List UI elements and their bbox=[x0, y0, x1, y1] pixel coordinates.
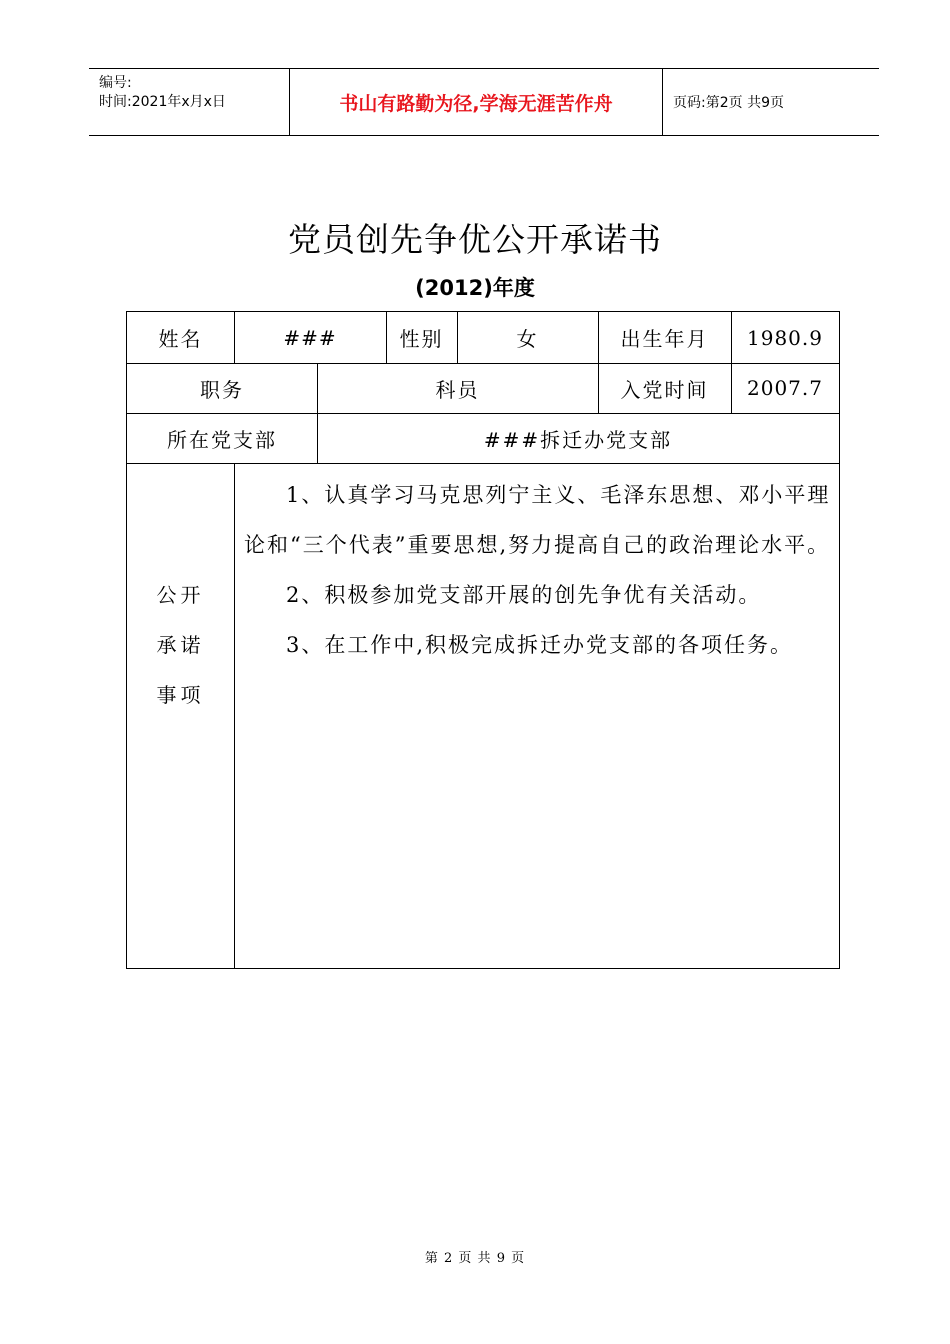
page-footer: 第 2 页 共 9 页 bbox=[424, 1251, 526, 1266]
commitment-label-line: 公开 bbox=[156, 583, 205, 607]
commitment-item: 1、认真学习马克思列宁主义、毛泽东思想、邓小平理论和“三个代表”重要思想,努力提高自己的政治理论水平。 bbox=[244, 483, 831, 557]
document-time-label: 时间:2021年x月x日 bbox=[99, 94, 226, 110]
branch-value: ###拆迁办党支部 bbox=[483, 427, 673, 452]
motto-text: 书山有路勤为径,学海无涯苦作舟 bbox=[339, 92, 613, 115]
page-code-text: 页码:第2页 共9页 bbox=[673, 95, 784, 111]
position-value: 科员 bbox=[435, 377, 480, 402]
commitment-item: 3、在工作中,积极完成拆迁办党支部的各项任务。 bbox=[286, 633, 794, 657]
column-divider bbox=[234, 463, 235, 968]
commitment-items-label bbox=[127, 570, 234, 720]
position-label: 职务 bbox=[200, 377, 244, 402]
page-header bbox=[89, 68, 879, 136]
document-title: 党员创先争优公开承诺书 bbox=[288, 220, 662, 259]
birth-date-value: 1980.9 bbox=[747, 325, 823, 350]
join-date-value: 2007.7 bbox=[747, 376, 823, 400]
header-motto bbox=[290, 69, 663, 135]
commitment-item: 2、积极参加党支部开展的创先争优有关活动。 bbox=[286, 583, 762, 607]
document-number-label: 编号: bbox=[99, 75, 132, 91]
header-page-code bbox=[663, 69, 879, 135]
commitment-label-line: 事项 bbox=[156, 683, 205, 707]
document-year: (2012)年度 bbox=[415, 276, 535, 300]
gender-label: 性别 bbox=[399, 327, 444, 351]
birth-date-label: 出生年月 bbox=[620, 327, 709, 351]
commitment-list bbox=[244, 470, 834, 670]
gender-value: 女 bbox=[516, 327, 539, 351]
name-value: ### bbox=[283, 325, 337, 350]
commitment-form-table bbox=[126, 311, 840, 969]
branch-label: 所在党支部 bbox=[167, 427, 277, 452]
name-label: 姓名 bbox=[158, 327, 203, 351]
header-meta bbox=[89, 69, 290, 135]
commitment-label-line: 承诺 bbox=[156, 633, 205, 657]
join-date-label: 入党时间 bbox=[620, 377, 709, 402]
